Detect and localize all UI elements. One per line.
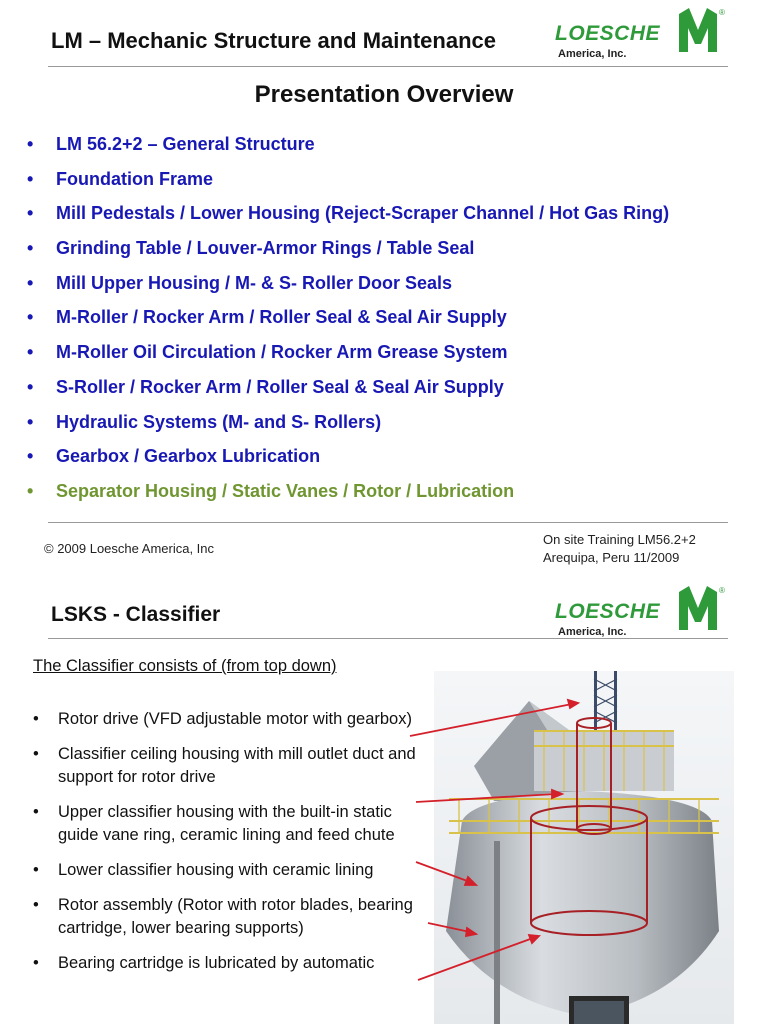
list-item: • M-Roller Oil Circulation / Rocker Arm Grease System xyxy=(27,342,508,363)
list-item: • Mill Pedestals / Lower Housing (Reject-Scraper Channel / Hot Gas Ring) xyxy=(27,203,670,224)
list-item: • Lower classifier housing with ceramic lining xyxy=(33,861,374,879)
copyright-text: © 2009 Loesche America, Inc xyxy=(44,541,215,556)
list-item: • Grinding Table / Louver-Armor Rings / Table Seal xyxy=(27,238,475,259)
list-item: • Upper classifier housing with the built-in static guide vane ring, ceramic lining and feed chute xyxy=(33,803,395,844)
logo-wordmark: LOESCHE xyxy=(555,22,661,45)
logo-subtitle: America, Inc. xyxy=(558,626,627,638)
list-item: • Hydraulic Systems (M- and S- Rollers) xyxy=(27,411,382,432)
overview-heading: Presentation Overview xyxy=(254,81,514,108)
callout-arrows xyxy=(0,580,768,1024)
title-divider xyxy=(48,66,728,67)
footer-divider xyxy=(48,522,728,523)
training-title: On site Training LM56.2+2 xyxy=(543,532,696,547)
logo-subtitle: America, Inc. xyxy=(558,48,627,60)
list-item: • M-Roller / Rocker Arm / Roller Seal & Seal Air Supply xyxy=(27,307,507,328)
loesche-logo xyxy=(555,8,735,64)
list-item: • LM 56.2+2 – General Structure xyxy=(27,134,315,154)
list-item-current: • Separator Housing / Static Vanes / Rotor / Lubrication xyxy=(27,480,515,501)
list-item: • Bearing cartridge is lubricated by automatic xyxy=(33,954,375,972)
list-item: • Rotor drive (VFD adjustable motor with gearbox) xyxy=(33,710,412,728)
slide-title: LSKS - Classifier xyxy=(51,603,221,626)
list-item: • Classifier ceiling housing with mill outlet duct and support for rotor drive xyxy=(33,745,416,786)
list-item: • Mill Upper Housing / M- & S- Roller Door Seals xyxy=(27,272,453,293)
list-item: • Rotor assembly (Rotor with rotor blades, bearing cartridge, lower bearing supports) xyxy=(33,896,413,937)
logo-wordmark: LOESCHE xyxy=(555,600,661,623)
slide-title: LM – Mechanic Structure and Maintenance xyxy=(51,28,496,53)
training-location: Arequipa, Peru 11/2009 xyxy=(543,550,680,565)
training-info xyxy=(543,531,696,567)
list-item: • S-Roller / Rocker Arm / Roller Seal & Seal Air Supply xyxy=(27,376,504,397)
list-item: • Foundation Frame xyxy=(27,168,213,189)
classifier-subheading: The Classifier consists of (from top down) xyxy=(33,657,337,675)
registered-mark: ® xyxy=(719,8,725,17)
registered-mark: ® xyxy=(719,586,725,595)
list-item: • Gearbox / Gearbox Lubrication xyxy=(27,446,321,467)
loesche-mark-icon xyxy=(677,8,719,52)
slide-classifier xyxy=(0,580,768,1024)
overview-list xyxy=(27,130,669,512)
